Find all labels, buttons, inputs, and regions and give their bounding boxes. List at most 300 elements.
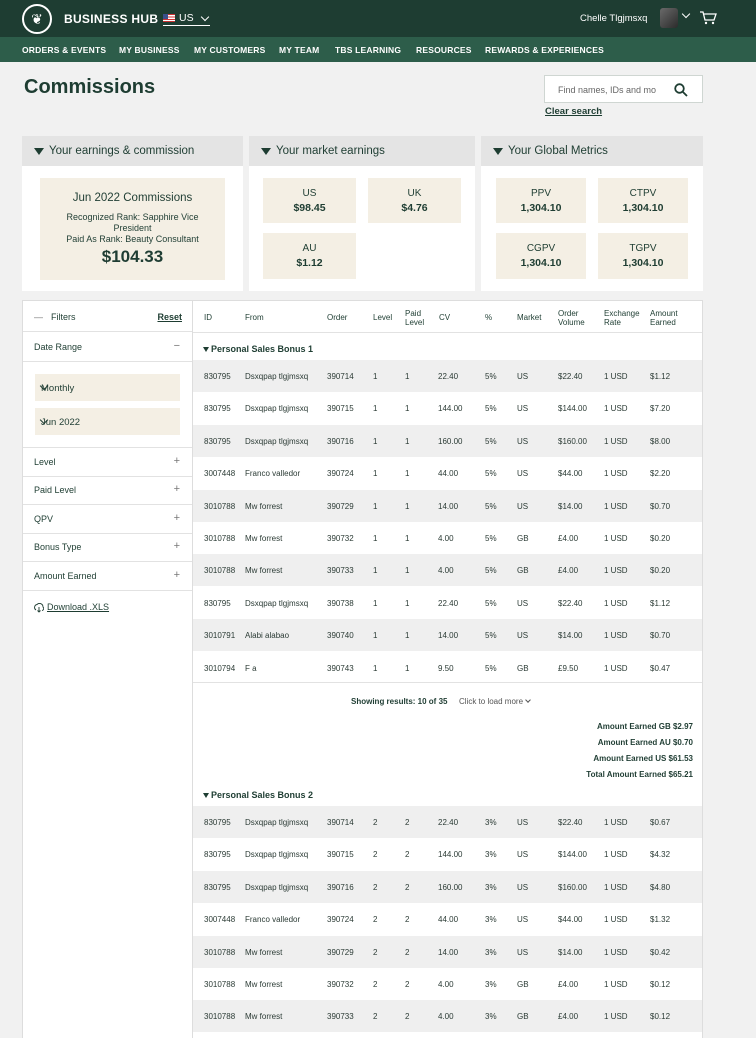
- cell-exchange-rate: 1 USD: [604, 566, 628, 576]
- cell-cv: 22.40: [438, 598, 459, 608]
- cell-exchange-rate: 1 USD: [604, 980, 628, 989]
- collapse-triangle-icon: [203, 347, 209, 352]
- cell-order: 390729: [327, 501, 354, 511]
- col-cv[interactable]: CV: [439, 313, 451, 322]
- cell-order-volume: $14.00: [558, 947, 583, 957]
- recognized-rank: Recognized Rank: Sapphire Vice President: [66, 212, 199, 233]
- reset-filters-link[interactable]: Reset: [157, 312, 182, 322]
- cell-market: US: [517, 947, 529, 957]
- load-more-label: Click to load more: [459, 697, 524, 706]
- cell-amount-earned: $0.47: [650, 663, 671, 673]
- cell-cv: 14.00: [438, 947, 459, 957]
- market-value: $4.76: [401, 202, 428, 214]
- cell-level: 2: [373, 850, 378, 860]
- cell-exchange-rate: 1 USD: [604, 501, 628, 511]
- cell-cv: 22.40: [438, 372, 459, 381]
- cell-order: 390732: [327, 534, 354, 543]
- cell-order-volume: £4.00: [558, 980, 579, 989]
- total-au: Amount Earned AU $0.70: [597, 738, 693, 747]
- cell-order: 390732: [327, 980, 354, 989]
- month-select[interactable]: [35, 408, 180, 435]
- col-order[interactable]: Order: [327, 313, 348, 322]
- cell-amount-earned: $4.32: [650, 850, 671, 860]
- cell-percent: 5%: [485, 631, 497, 641]
- paid-level-label: Paid Level: [34, 485, 77, 495]
- cell-order-volume: $144.00: [558, 850, 587, 860]
- earnings-card: [22, 136, 243, 291]
- clear-search-link[interactable]: Clear search: [545, 106, 603, 117]
- cell-order-volume: £4.00: [558, 566, 579, 576]
- table-row: [193, 806, 702, 838]
- cell-paid-level: 1: [405, 566, 410, 576]
- market-au: [263, 233, 356, 279]
- metric-cgpv: [496, 233, 586, 279]
- cell-level: 1: [373, 631, 378, 641]
- chevron-down-icon: [525, 697, 531, 703]
- metric-label: CGPV: [526, 243, 556, 254]
- market-uk: [368, 178, 461, 223]
- table-row: [193, 587, 702, 619]
- cell-paid-level: 1: [405, 534, 410, 543]
- table-row: [193, 619, 702, 651]
- cell-order-volume: $44.00: [558, 469, 583, 479]
- cell-order-volume: $22.40: [558, 598, 583, 608]
- divider: [23, 590, 192, 591]
- metric-value: 1,304.10: [622, 257, 664, 269]
- cell-exchange-rate: 1 USD: [604, 534, 628, 543]
- divider: [193, 682, 702, 683]
- cell-order-volume: $22.40: [558, 818, 583, 827]
- metric-ppv: [496, 178, 586, 223]
- cell-id: 3010788: [204, 947, 236, 957]
- cell-amount-earned: $0.42: [650, 947, 671, 957]
- cell-exchange-rate: 1 USD: [604, 469, 628, 479]
- cell-paid-level: 1: [405, 469, 410, 479]
- download-label: Download .XLS: [47, 602, 110, 612]
- cell-from: Dsxqpap tlgjmsxq: [245, 598, 309, 608]
- cell-id: 830795: [204, 598, 231, 608]
- cell-from: Mw forrest: [245, 1012, 283, 1022]
- cell-percent: 5%: [485, 663, 497, 673]
- collapse-minus-icon[interactable]: —: [34, 312, 43, 322]
- cell-cv: 160.00: [438, 436, 463, 446]
- cell-percent: 5%: [485, 598, 497, 608]
- cell-cv: 4.00: [438, 1012, 454, 1022]
- divider: [23, 533, 192, 534]
- cell-id: 3010788: [204, 1012, 236, 1022]
- cell-order: 390743: [327, 663, 354, 673]
- cell-paid-level: 2: [405, 1012, 410, 1022]
- cell-order-volume: $160.00: [558, 882, 587, 892]
- cell-order: 390733: [327, 1012, 354, 1022]
- total-gb: Amount Earned GB $2.97: [596, 722, 693, 731]
- commission-amount: $104.33: [101, 247, 164, 266]
- cell-exchange-rate: 1 USD: [604, 436, 628, 446]
- cell-order-volume: £4.00: [558, 1012, 579, 1022]
- market-card-header[interactable]: [249, 136, 475, 166]
- cell-cv: 4.00: [438, 534, 454, 543]
- cell-id: 3010791: [204, 631, 236, 641]
- country-selector[interactable]: [163, 11, 210, 26]
- cell-market: GB: [517, 566, 529, 576]
- cell-id: 830795: [204, 436, 231, 446]
- cell-level: 1: [373, 598, 378, 608]
- plus-icon: +: [173, 569, 180, 581]
- cell-cv: 144.00: [438, 850, 463, 860]
- cell-order-volume: $22.40: [558, 372, 583, 381]
- cell-percent: 5%: [485, 436, 497, 446]
- cell-level: 1: [373, 663, 378, 673]
- plus-icon: +: [173, 540, 180, 552]
- cell-paid-level: 1: [405, 631, 410, 641]
- metric-tgpv: [598, 233, 688, 279]
- cell-order: 390714: [327, 818, 354, 827]
- cell-order-volume: $144.00: [558, 404, 587, 414]
- cell-id: 830795: [204, 404, 231, 414]
- col-amount-earned[interactable]: Amount Earned: [650, 309, 678, 327]
- cell-from: Mw forrest: [245, 980, 283, 989]
- cell-exchange-rate: 1 USD: [604, 1012, 628, 1022]
- col-id[interactable]: ID: [204, 313, 212, 322]
- col-paid-level[interactable]: Paid Level: [405, 309, 425, 327]
- period-select[interactable]: [35, 374, 180, 401]
- col-from[interactable]: From: [245, 313, 264, 322]
- divider: [193, 332, 702, 333]
- cell-percent: 5%: [485, 534, 497, 543]
- cell-exchange-rate: 1 USD: [604, 850, 628, 860]
- nav-my-business[interactable]: MY BUSINESS: [119, 45, 180, 55]
- col-percent[interactable]: %: [485, 313, 493, 322]
- nav-resources[interactable]: RESOURCES: [416, 45, 472, 55]
- table-row: [193, 936, 702, 968]
- plus-icon: +: [173, 483, 180, 495]
- cell-level: 1: [373, 501, 378, 511]
- metric-label: TGPV: [629, 243, 657, 254]
- cell-amount-earned: $0.12: [650, 1012, 671, 1022]
- cell-exchange-rate: 1 USD: [604, 598, 628, 608]
- cell-order: 390716: [327, 436, 354, 446]
- cell-order-volume: £9.50: [558, 663, 579, 673]
- table-row: [193, 522, 702, 554]
- cell-market: GB: [517, 534, 529, 543]
- cell-from: Mw forrest: [245, 566, 283, 576]
- cell-exchange-rate: 1 USD: [604, 404, 628, 414]
- metric-ctpv: [598, 178, 688, 223]
- collapse-triangle-icon: [493, 148, 503, 155]
- plus-icon: +: [173, 455, 180, 467]
- cell-level: 2: [373, 1012, 378, 1022]
- cell-cv: 14.00: [438, 631, 459, 641]
- cell-order: 390715: [327, 850, 354, 860]
- cell-amount-earned: $2.20: [650, 469, 671, 479]
- cell-id: 3007448: [204, 915, 236, 925]
- cell-level: 2: [373, 980, 378, 989]
- cell-cv: 14.00: [438, 501, 459, 511]
- collapse-triangle-icon: [203, 793, 209, 798]
- cell-amount-earned: $1.12: [650, 598, 671, 608]
- market-value: $1.12: [296, 257, 323, 269]
- cell-level: 1: [373, 404, 378, 414]
- market-label: US: [302, 188, 317, 199]
- section-personal-sales-bonus-2[interactable]: [203, 790, 313, 800]
- cell-order-volume: £4.00: [558, 534, 579, 543]
- cell-id: 3010794: [204, 663, 236, 673]
- cell-amount-earned: $0.20: [650, 566, 671, 576]
- table-row: [193, 652, 702, 684]
- cell-amount-earned: $8.00: [650, 436, 671, 446]
- cell-order: 390724: [327, 915, 354, 925]
- cell-from: Alabi alabao: [245, 631, 290, 641]
- table-row: [193, 457, 702, 489]
- section-title: Personal Sales Bonus 2: [211, 790, 314, 800]
- cell-id: 3010788: [204, 534, 236, 543]
- qpv-label: QPV: [34, 514, 54, 524]
- table-row: [193, 838, 702, 870]
- nav-orders-events[interactable]: ORDERS & EVENTS: [22, 45, 107, 55]
- brand-name: BUSINESS HUB: [64, 12, 159, 26]
- cell-market: US: [517, 915, 529, 925]
- cell-amount-earned: $1.32: [650, 915, 671, 925]
- cell-market: US: [517, 404, 529, 414]
- nav-rewards-experiences[interactable]: REWARDS & EXPERIENCES: [485, 45, 604, 55]
- showing-results: Showing results: 10 of 35: [351, 697, 448, 706]
- collapse-triangle-icon: [34, 148, 44, 155]
- cell-market: US: [517, 818, 529, 827]
- cell-amount-earned: $0.70: [650, 501, 671, 511]
- cell-order-volume: $14.00: [558, 631, 583, 641]
- load-more-button[interactable]: [459, 697, 530, 706]
- brand-logo-icon[interactable]: ❦: [22, 4, 52, 34]
- cell-order: 390715: [327, 404, 354, 414]
- search-placeholder: Find names, IDs and mo: [558, 85, 657, 95]
- cell-market: US: [517, 882, 529, 892]
- cell-percent: 3%: [485, 947, 497, 957]
- cell-amount-earned: $0.70: [650, 631, 671, 641]
- cell-market: GB: [517, 1012, 529, 1022]
- cell-cv: 160.00: [438, 882, 463, 892]
- divider: [23, 447, 192, 448]
- cell-order: 390714: [327, 372, 354, 381]
- table-row: [193, 425, 702, 457]
- cell-percent: 5%: [485, 372, 497, 381]
- cell-cv: 4.00: [438, 980, 454, 989]
- table-row: [193, 903, 702, 935]
- table-row: [193, 1000, 702, 1032]
- cell-percent: 3%: [485, 915, 497, 925]
- global-card-title: Your Global Metrics: [508, 145, 608, 157]
- cell-from: Dsxqpap tlgjmsxq: [245, 404, 309, 414]
- cell-percent: 3%: [485, 818, 497, 827]
- market-earnings-card: [249, 136, 475, 291]
- cell-percent: 5%: [485, 469, 497, 479]
- divider: [23, 331, 192, 332]
- cell-from: Mw forrest: [245, 947, 283, 957]
- cell-paid-level: 2: [405, 915, 410, 925]
- market-label: UK: [407, 188, 422, 199]
- filters-title: Filters: [51, 312, 76, 322]
- cell-level: 1: [373, 469, 378, 479]
- cell-percent: 5%: [485, 404, 497, 414]
- cell-level: 2: [373, 818, 378, 827]
- metric-label: CTPV: [629, 188, 657, 199]
- page-title: Commissions: [24, 76, 156, 98]
- cell-paid-level: 2: [405, 980, 410, 989]
- cell-from: Mw forrest: [245, 501, 283, 511]
- cell-amount-earned: $7.20: [650, 404, 671, 414]
- cell-order-volume: $160.00: [558, 436, 587, 446]
- cell-level: 2: [373, 947, 378, 957]
- cell-amount-earned: $1.12: [650, 372, 671, 381]
- cell-id: 830795: [204, 818, 231, 827]
- cell-exchange-rate: 1 USD: [604, 663, 628, 673]
- divider: [23, 476, 192, 477]
- table-row: [193, 554, 702, 586]
- cell-market: US: [517, 598, 529, 608]
- cell-market: US: [517, 631, 529, 641]
- cell-from: F a: [245, 663, 257, 673]
- global-metrics-card: [481, 136, 703, 291]
- total-us: Amount Earned US $61.53: [593, 754, 693, 763]
- cell-percent: 3%: [485, 980, 497, 989]
- cell-order-volume: $14.00: [558, 501, 583, 511]
- cell-cv: 22.40: [438, 818, 459, 827]
- col-market[interactable]: Market: [517, 313, 542, 322]
- table-row: [193, 360, 702, 392]
- cell-market: US: [517, 850, 529, 860]
- cell-order: 390740: [327, 631, 354, 641]
- market-card-title: Your market earnings: [276, 145, 385, 157]
- metric-value: 1,304.10: [520, 202, 562, 214]
- earnings-card-title: Your earnings & commission: [49, 145, 195, 157]
- cell-market: US: [517, 436, 529, 446]
- nav-tbs-learning[interactable]: TBS LEARNING: [335, 45, 402, 55]
- amount-earned-label: Amount Earned: [34, 571, 97, 581]
- commission-period: Jun 2022 Commissions: [72, 192, 193, 204]
- cell-order: 390733: [327, 566, 354, 576]
- cell-order: 390716: [327, 882, 354, 892]
- cell-exchange-rate: 1 USD: [604, 372, 628, 381]
- cell-percent: 5%: [485, 501, 497, 511]
- total-amount-earned: Total Amount Earned $65.21: [586, 770, 693, 779]
- cell-cv: 44.00: [438, 469, 459, 479]
- cell-cv: 144.00: [438, 404, 463, 414]
- cell-percent: 3%: [485, 882, 497, 892]
- divider: [23, 504, 192, 505]
- earnings-card-header[interactable]: [22, 136, 243, 166]
- cell-cv: 9.50: [438, 663, 454, 673]
- cell-market: US: [517, 501, 529, 511]
- collapse-triangle-icon: [261, 148, 271, 155]
- market-value: $98.45: [293, 202, 326, 214]
- filters-panel: [22, 300, 193, 1038]
- cell-id: 3007448: [204, 469, 236, 479]
- cell-id: 830795: [204, 850, 231, 860]
- cell-from: Dsxqpap tlgjmsxq: [245, 436, 309, 446]
- table-row: [193, 392, 702, 424]
- cell-order: 390738: [327, 598, 354, 608]
- table-row: [193, 490, 702, 522]
- cell-paid-level: 2: [405, 947, 410, 957]
- cell-level: 1: [373, 534, 378, 543]
- cell-from: Dsxqpap tlgjmsxq: [245, 882, 309, 892]
- cell-paid-level: 1: [405, 663, 410, 673]
- cell-from: Dsxqpap tlgjmsxq: [245, 818, 309, 827]
- main-nav: [0, 37, 756, 62]
- cell-percent: 3%: [485, 850, 497, 860]
- col-level[interactable]: Level: [373, 313, 393, 322]
- nav-my-customers[interactable]: MY CUSTOMERS: [194, 45, 266, 55]
- nav-my-team[interactable]: MY TEAM: [279, 45, 320, 55]
- divider: [23, 361, 192, 362]
- us-flag-icon: [163, 14, 175, 22]
- level-label: Level: [34, 457, 56, 467]
- avatar[interactable]: [660, 8, 678, 28]
- cell-paid-level: 1: [405, 404, 410, 414]
- cell-level: 1: [373, 372, 378, 381]
- metric-value: 1,304.10: [520, 257, 562, 269]
- col-order-volume[interactable]: Order Volume: [558, 309, 585, 327]
- cell-amount-earned: $0.67: [650, 818, 671, 827]
- cell-id: 830795: [204, 882, 231, 892]
- table-row: [193, 968, 702, 1000]
- cell-market: GB: [517, 980, 529, 989]
- global-card-header[interactable]: [481, 136, 703, 166]
- top-bar: [0, 0, 756, 37]
- bonus-type-label: Bonus Type: [34, 542, 82, 552]
- user-name[interactable]: Chelle Tlgjmsxq: [580, 13, 648, 24]
- month-select-value: Jun 2022: [41, 417, 81, 428]
- download-icon: [34, 603, 44, 613]
- cell-amount-earned: $0.20: [650, 534, 671, 543]
- cell-paid-level: 1: [405, 372, 410, 381]
- cell-paid-level: 2: [405, 882, 410, 892]
- cell-from: Dsxqpap tlgjmsxq: [245, 372, 309, 381]
- cart-icon[interactable]: [699, 11, 717, 25]
- divider: [23, 561, 192, 562]
- cell-paid-level: 1: [405, 436, 410, 446]
- cell-order-volume: $44.00: [558, 915, 583, 925]
- market-label: AU: [302, 243, 317, 254]
- cell-market: US: [517, 469, 529, 479]
- cell-level: 2: [373, 882, 378, 892]
- cell-id: 830795: [204, 372, 231, 381]
- cell-amount-earned: $0.12: [650, 980, 671, 989]
- cell-order: 390724: [327, 469, 354, 479]
- commission-summary: [40, 178, 225, 280]
- cell-cv: 4.00: [438, 566, 454, 576]
- cell-id: 3010788: [204, 980, 236, 989]
- cell-level: 1: [373, 436, 378, 446]
- cell-paid-level: 2: [405, 850, 410, 860]
- cell-cv: 44.00: [438, 915, 459, 925]
- search-icon[interactable]: [674, 83, 688, 97]
- cell-percent: 3%: [485, 1012, 497, 1022]
- col-exchange-rate[interactable]: Exchange Rate: [604, 309, 640, 327]
- user-menu-chevron-icon[interactable]: [682, 10, 690, 18]
- cell-id: 3010788: [204, 501, 236, 511]
- table-row: [193, 871, 702, 903]
- cell-from: Mw forrest: [245, 534, 283, 543]
- cell-from: Franco valledor: [245, 915, 301, 925]
- cell-paid-level: 2: [405, 818, 410, 827]
- cell-exchange-rate: 1 USD: [604, 818, 628, 827]
- cell-exchange-rate: 1 USD: [604, 631, 628, 641]
- search-input[interactable]: [544, 75, 703, 103]
- minus-icon: −: [173, 340, 180, 352]
- section-title: Personal Sales Bonus 1: [211, 344, 314, 354]
- section-personal-sales-bonus-1[interactable]: [203, 344, 313, 354]
- cell-level: 1: [373, 566, 378, 576]
